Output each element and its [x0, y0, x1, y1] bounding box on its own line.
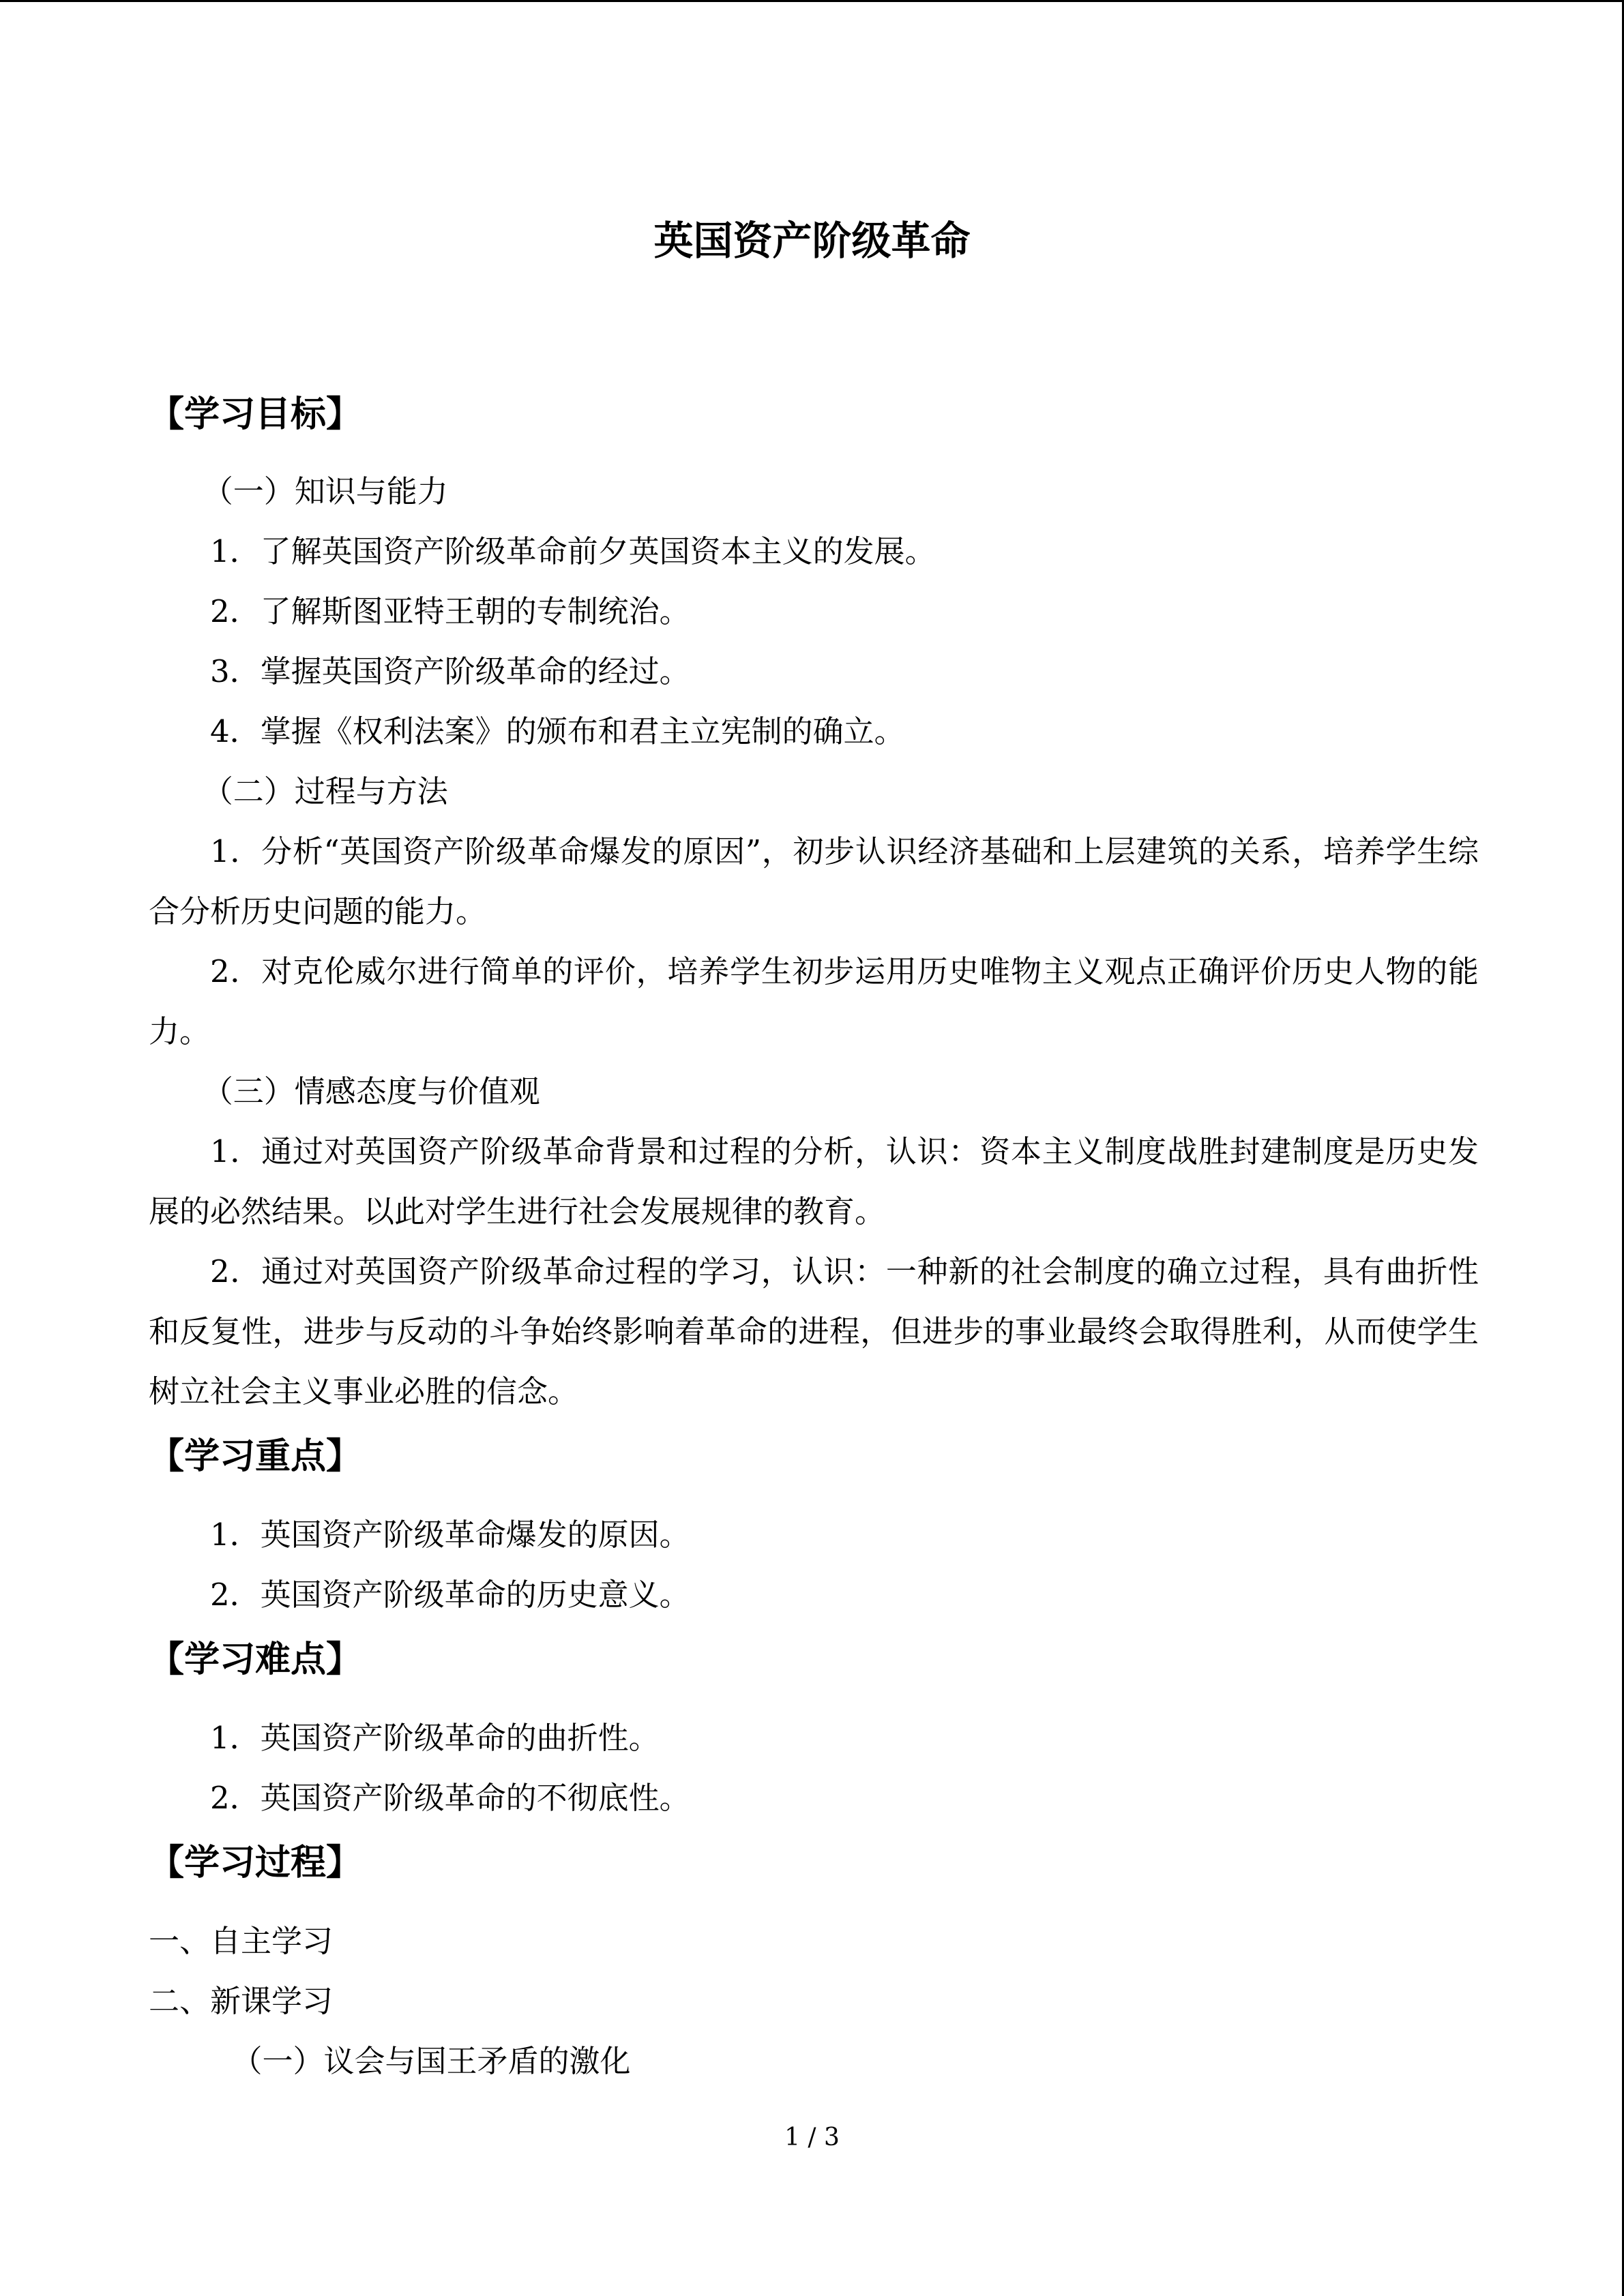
- document-title: 英国资产阶级革命: [653, 218, 971, 264]
- paragraph: 1．英国资产阶级革命的曲折性。: [210, 1720, 660, 1756]
- document-body: [149, 384, 1479, 2091]
- paragraph: 2．英国资产阶级革命的不彻底性。: [210, 1780, 690, 1816]
- subheading-knowledge: （一）知识与能力: [202, 473, 448, 509]
- paragraph: 2．通过对英国资产阶级革命过程的学习，认识：一种新的社会制度的确立过程，具有曲折性和反复性，进步与反动的斗争始终影响着革命的进程，但进步的事业最终会取得胜利，从而使学生树立社会主义事业必胜的信念。: [149, 1253, 1479, 1410]
- section-heading-keypoints: 【学习重点】: [149, 1436, 362, 1477]
- paragraph: 2．英国资产阶级革命的历史意义。: [210, 1577, 690, 1613]
- paragraph: 1．分析“英国资产阶级革命爆发的原因”，初步认识经济基础和上层建筑的关系，培养学生综合分析历史问题的能力。: [149, 833, 1479, 929]
- paragraph: 一、自主学习: [149, 1923, 334, 1959]
- paragraph: 1．了解英国资产阶级革命前夕英国资本主义的发展。: [210, 533, 936, 569]
- paragraph: 1．英国资产阶级革命爆发的原因。: [210, 1517, 690, 1553]
- paragraph: 2．了解斯图亚特王朝的专制统治。: [210, 593, 690, 629]
- section-heading-objectives: 【学习目标】: [149, 394, 362, 435]
- paragraph: （一）议会与国王矛盾的激化: [231, 2043, 631, 2079]
- page-number: 1 / 3: [784, 2123, 840, 2151]
- subheading-method: （二）过程与方法: [202, 773, 448, 809]
- section-heading-difficulties: 【学习难点】: [149, 1639, 362, 1680]
- paragraph: 1．通过对英国资产阶级革命背景和过程的分析，认识：资本主义制度战胜封建制度是历史发展的必然结果。以此对学生进行社会发展规律的教育。: [149, 1133, 1479, 1229]
- paragraph: 二、新课学习: [149, 1983, 334, 2019]
- paragraph: 3．掌握英国资产阶级革命的经过。: [210, 653, 690, 689]
- subheading-values: （三）情感态度与价值观: [202, 1073, 540, 1109]
- paragraph: 2．对克伦威尔进行简单的评价，培养学生初步运用历史唯物主义观点正确评价历史人物的能力。: [149, 953, 1479, 1049]
- section-heading-process: 【学习过程】: [149, 1843, 362, 1883]
- paragraph: 4．掌握《权利法案》的颁布和君主立宪制的确立。: [210, 713, 905, 749]
